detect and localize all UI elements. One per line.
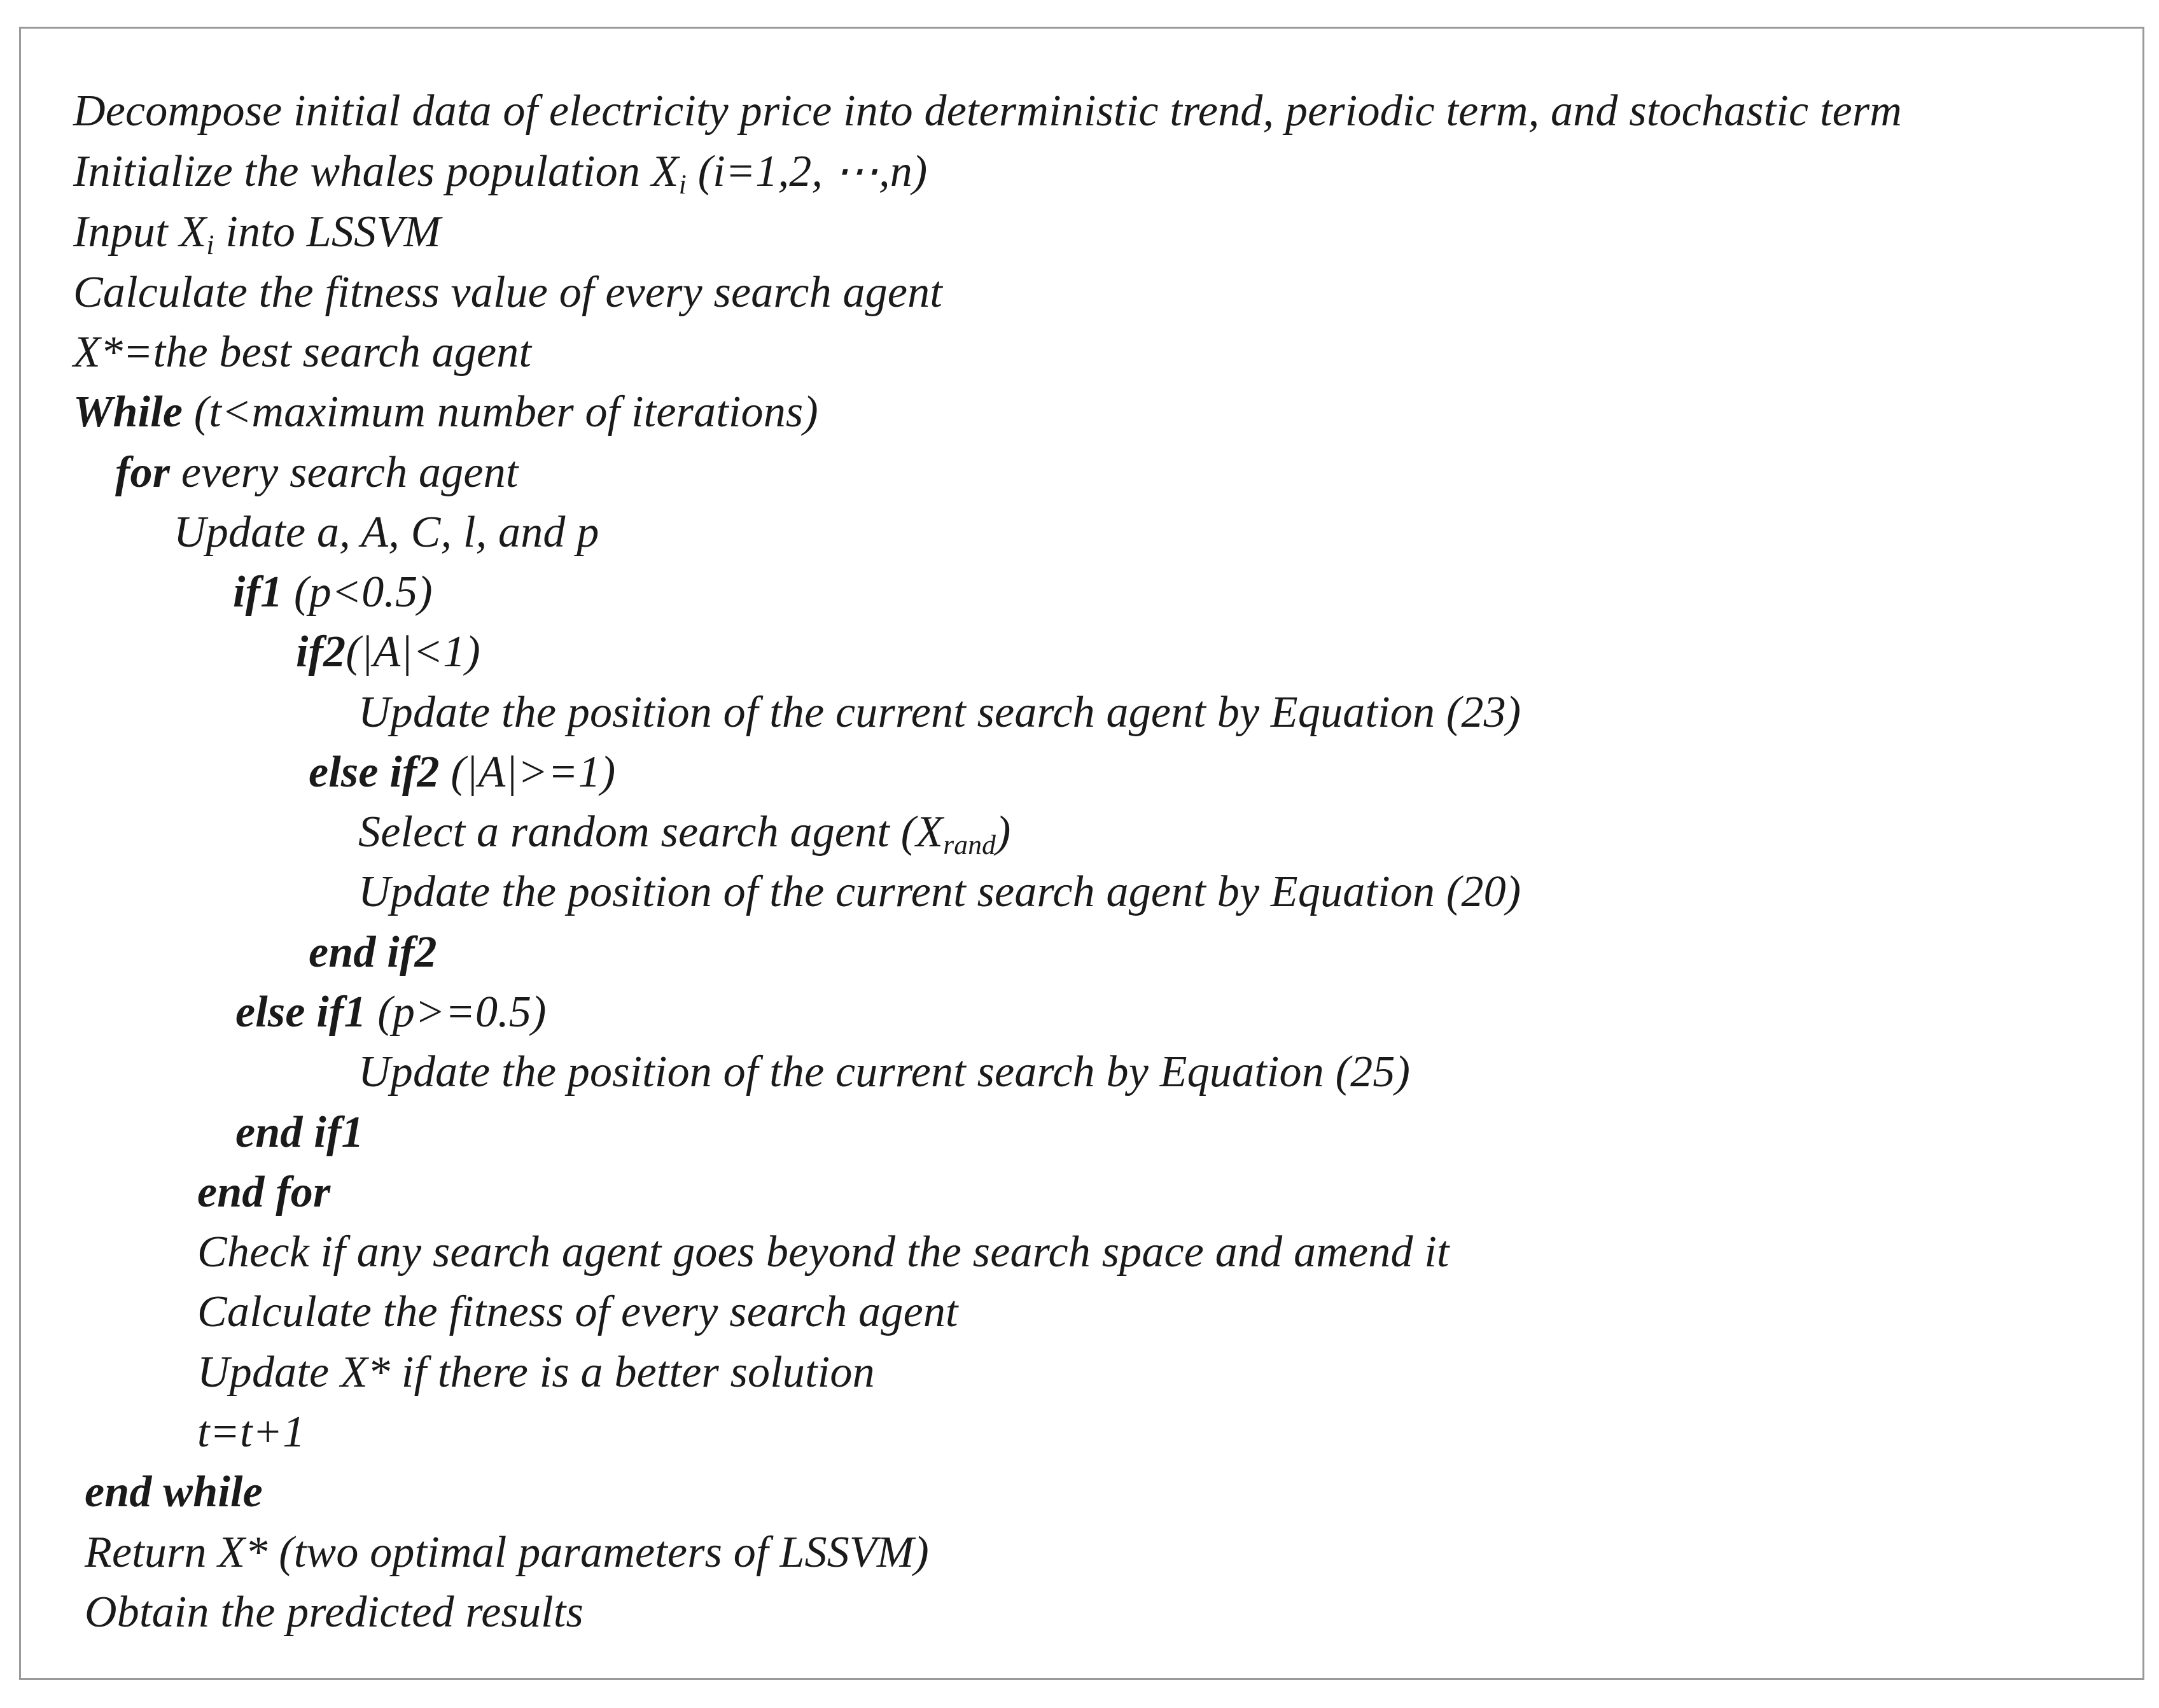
algo-line-text: Update a, A, C, l, and p (174, 508, 599, 557)
keyword-else-if1: else if1 (235, 988, 367, 1037)
algo-line-text: Check if any search agent goes beyond the search space and amend it (197, 1228, 1450, 1277)
keyword-end-if2: end if2 (309, 928, 437, 977)
algo-line-text: Return X* (two optimal parameters of LSSVM) (85, 1528, 929, 1577)
keyword-end-for: end for (197, 1168, 331, 1217)
algo-line-decompose (73, 89, 1902, 134)
algo-line-end-if1 (235, 1110, 364, 1155)
algo-line-text: (i=1,2, ⋯,n) (687, 147, 928, 196)
keyword-end-if1: end if1 (235, 1108, 364, 1157)
algo-line-else-if1 (235, 990, 547, 1035)
algo-line-text: (p>=0.5) (366, 988, 547, 1037)
algo-line-text: Select a random search agent (X (358, 808, 944, 857)
algo-line-text: ) (996, 808, 1011, 857)
algo-line-input (73, 207, 441, 261)
algo-line-update-eq23 (358, 690, 1521, 735)
keyword-end-while: end while (85, 1467, 263, 1516)
algo-line-text: into LSSVM (214, 207, 441, 256)
algo-line-text: Update X* if there is a better solution (197, 1348, 875, 1397)
algo-line-while (73, 390, 818, 435)
algo-line-if2 (296, 627, 480, 676)
subscript-rand: rand (943, 830, 996, 861)
algo-line-update-eq20 (358, 867, 1521, 916)
algo-line-update-best (197, 1350, 875, 1395)
algo-line-if1 (233, 570, 433, 615)
algo-line-end-while (85, 1467, 263, 1516)
keyword-else-if2: else if2 (309, 748, 440, 797)
subscript-i: i (678, 169, 687, 200)
algo-line-for (115, 448, 519, 497)
algo-line-text: Calculate the fitness value of every search agent (73, 268, 942, 317)
algo-line-calc-fitness-value (73, 270, 942, 315)
algo-line-else-if2 (309, 750, 615, 795)
algo-line-increment-t (197, 1410, 305, 1455)
keyword-if2: if2 (296, 627, 346, 676)
algo-line-text: (t<maximum number of iterations) (183, 388, 818, 437)
keyword-if1: if1 (233, 568, 283, 617)
algo-line-update-eq25 (358, 1047, 1411, 1096)
algo-line-best-agent (73, 330, 531, 375)
algo-line-end-if2 (309, 930, 437, 975)
keyword-for: for (115, 448, 171, 497)
algo-line-text: t=t+1 (197, 1408, 305, 1457)
algo-line-text: (p<0.5) (283, 568, 433, 617)
algo-line-return (85, 1530, 929, 1575)
algo-line-text: (|A|>=1) (439, 748, 616, 797)
algo-line-text: Input X (73, 207, 207, 256)
algo-line-calc-fitness (197, 1287, 958, 1336)
algo-line-text: Calculate the fitness of every search agent (197, 1287, 958, 1336)
subscript-i: i (206, 230, 214, 261)
keyword-while: While (73, 388, 183, 437)
algo-line-initialize (73, 147, 928, 200)
algo-line-obtain-results (85, 1590, 583, 1635)
algorithm-box (19, 27, 2144, 1680)
algo-line-text: Decompose initial data of electricity price into deterministic trend, periodic term, and stochastic term (73, 87, 1903, 136)
algo-line-text: Update the position of the current search agent by Equation (23) (358, 688, 1521, 737)
algo-line-text: (|A|<1) (346, 627, 480, 676)
algo-line-text: Initialize the whales population X (73, 147, 679, 196)
algo-line-text: Obtain the predicted results (85, 1588, 583, 1637)
algo-line-text: Update the position of the current search agent by Equation (20) (358, 867, 1521, 916)
algo-line-select-random (358, 808, 1011, 861)
algo-line-text: Update the position of the current search by Equation (25) (358, 1047, 1411, 1096)
algo-line-text: X*=the best search agent (73, 328, 532, 377)
algo-line-end-for (197, 1170, 330, 1215)
algo-line-check-bounds (197, 1230, 1450, 1275)
algo-line-update-params (174, 510, 599, 555)
algo-line-text: every search agent (170, 448, 519, 497)
